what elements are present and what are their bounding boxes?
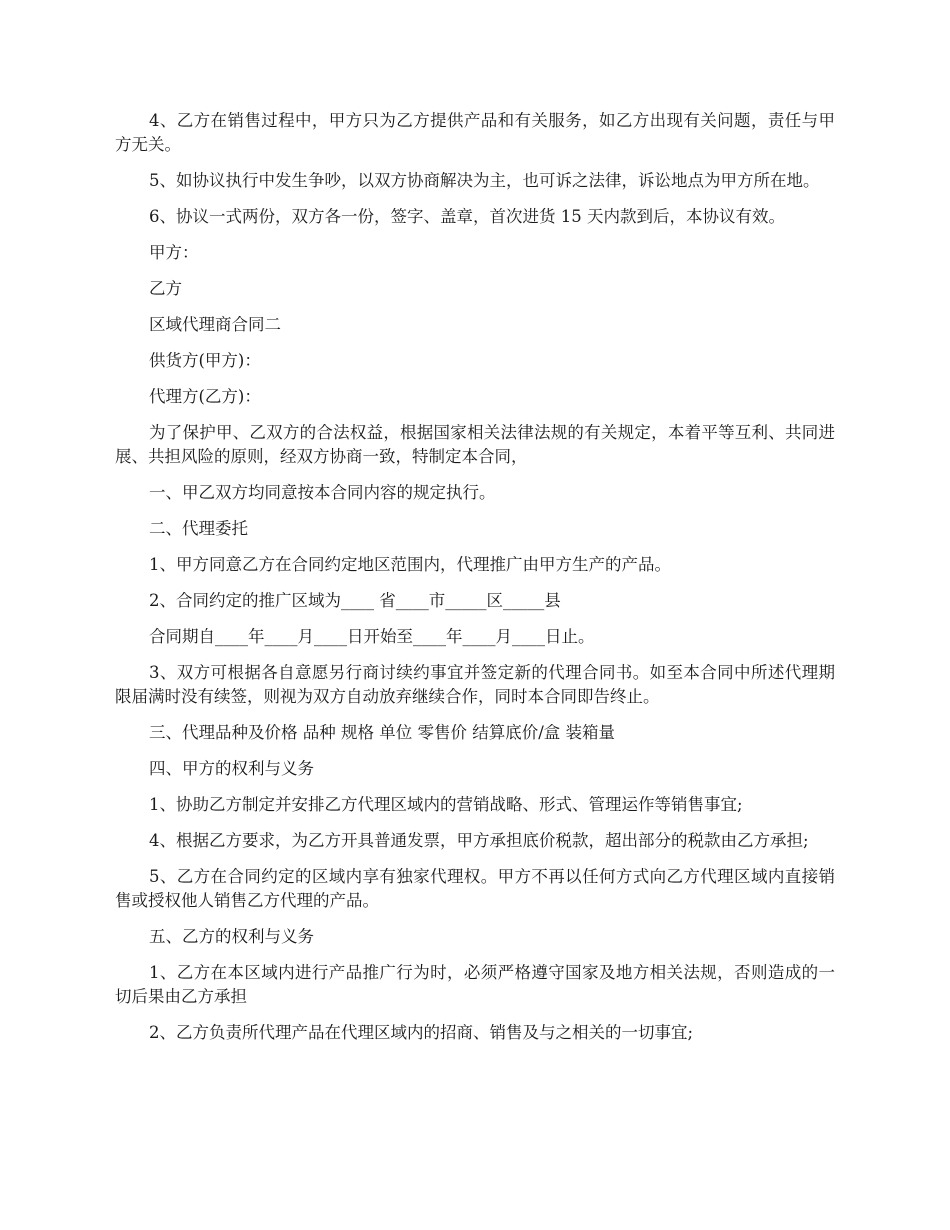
paragraph-2-2-region: 2、合同约定的推广区域为____ 省____市_____区_____县 bbox=[149, 591, 561, 610]
supplier-party-a: 供货方(甲方)： bbox=[149, 351, 261, 370]
paragraph-4-5-exclusive: 5、乙方在合同约定的区域内享有独家代理权。甲方不再以任何方式向乙方代理区域内直接销售或授权他人销售乙方代理的产品。 bbox=[115, 867, 835, 910]
section-five-heading: 五、乙方的权利与义务 bbox=[149, 927, 314, 946]
section-four-heading: 四、甲方的权利与义务 bbox=[149, 759, 314, 778]
agent-party-b: 代理方(乙方)： bbox=[149, 387, 261, 406]
signature-party-b: 乙方 bbox=[149, 279, 182, 298]
paragraph-clause-4-responsibility: 4、乙方在销售过程中，甲方只为乙方提供产品和有关服务，如乙方出现有关问题，责任与甲方无关。 bbox=[115, 111, 835, 154]
paragraph-2-1-agency: 1、甲方同意乙方在合同约定地区范围内，代理推广由甲方生产的产品。 bbox=[149, 555, 671, 574]
paragraph-5-1-compliance: 1、乙方在本区域内进行产品推广行为时，必须严格遵守国家及地方相关法规，否则造成的一切后果由乙方承担 bbox=[115, 963, 835, 1006]
section-one: 一、甲乙双方均同意按本合同内容的规定执行。 bbox=[149, 483, 496, 502]
signature-party-a: 甲方： bbox=[149, 243, 199, 262]
contract-two-title: 区域代理商合同二 bbox=[149, 315, 281, 334]
paragraph-4-1-assist: 1、协助乙方制定并安排乙方代理区域内的营销战略、形式、管理运作等销售事宜; bbox=[149, 795, 743, 814]
paragraph-5-2-sales: 2、乙方负责所代理产品在代理区域内的招商、销售及与之相关的一切事宜; bbox=[149, 1023, 694, 1042]
paragraph-preamble: 为了保护甲、乙双方的合法权益，根据国家相关法律法规的有关规定，本着平等互利、共同进展、共担风险的原则，经双方协商一致，特制定本合同， bbox=[115, 423, 835, 466]
section-three-heading: 三、代理品种及价格 品种 规格 单位 零售价 结算底价/盒 装箱量 bbox=[149, 723, 616, 742]
paragraph-contract-period: 合同期自____年____月____日开始至____年____月____日止。 bbox=[149, 627, 595, 646]
paragraph-clause-5-dispute: 5、如协议执行中发生争吵，以双方协商解决为主，也可诉之法律，诉讼地点为甲方所在地。 bbox=[149, 171, 820, 190]
paragraph-clause-6-copies: 6、协议一式两份，双方各一份，签字、盖章，首次进货 15 天内款到后，本协议有效。 bbox=[149, 207, 785, 226]
section-two-heading: 二、代理委托 bbox=[149, 519, 248, 538]
paragraph-2-3-renewal: 3、双方可根据各自意愿另行商讨续约事宜并签定新的代理合同书。如至本合同中所述代理期限届满时没有续签，则视为双方自动放弃继续合作，同时本合同即告终止。 bbox=[115, 663, 835, 706]
document-body bbox=[115, 109, 835, 1057]
paragraph-4-4-invoice: 4、根据乙方要求，为乙方开具普通发票，甲方承担底价税款，超出部分的税款由乙方承担; bbox=[149, 831, 809, 850]
